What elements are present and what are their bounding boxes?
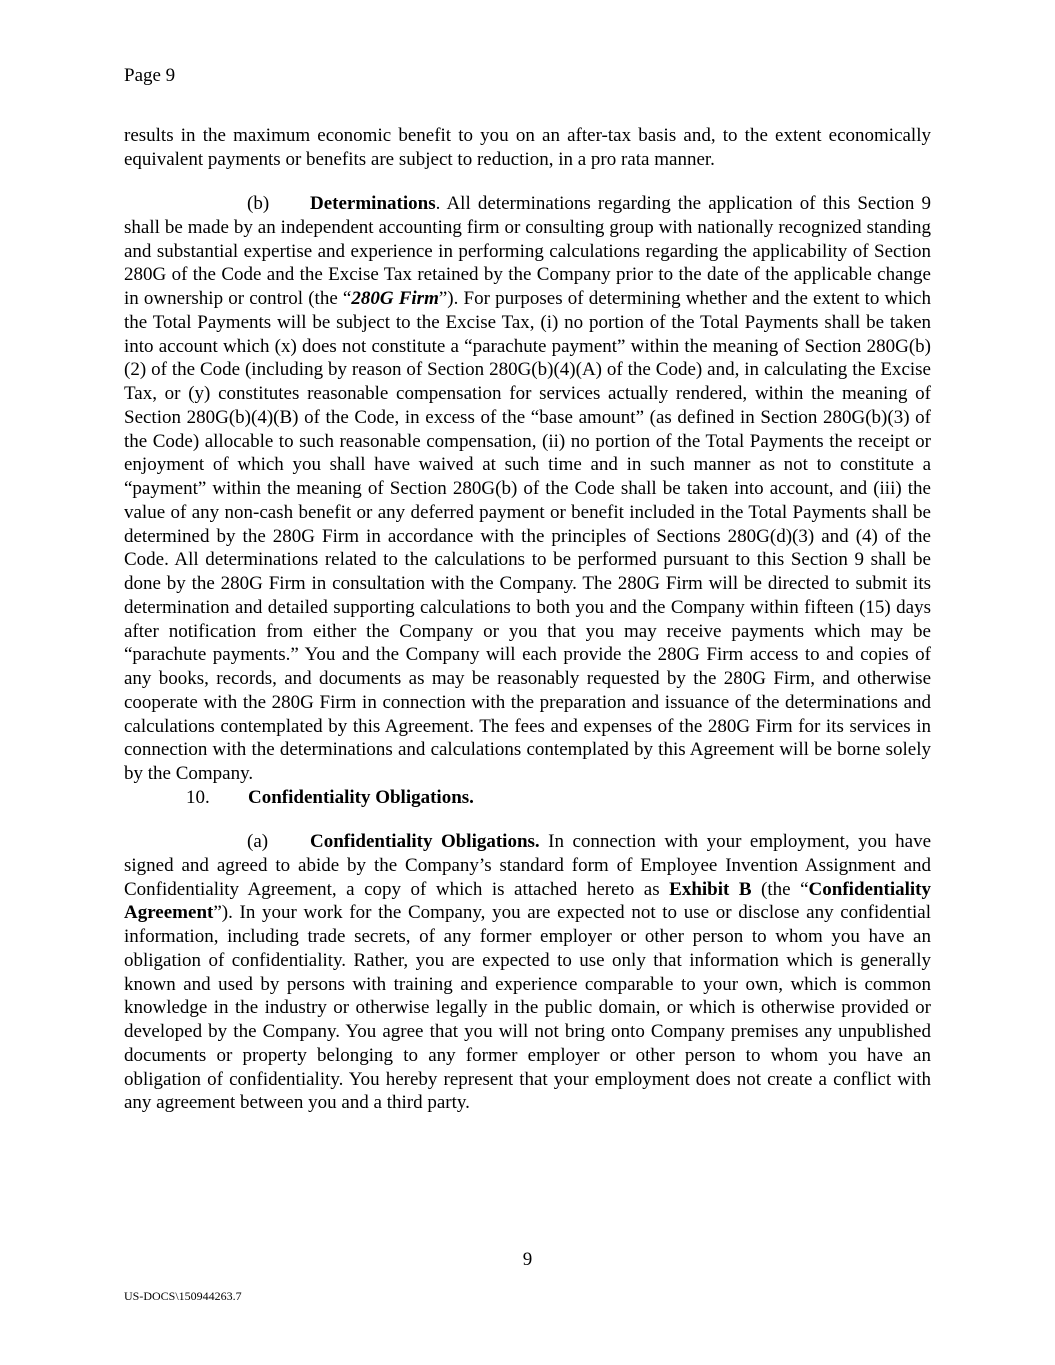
document-body [124,124,931,1115]
confidentiality-text-2: (the “ [751,878,809,900]
document-id: US-DOCS\150944263.7 [124,1289,242,1303]
determinations-paragraph [124,192,931,786]
subsection-marker-b: (b) [247,193,270,214]
determinations-title: Determinations [310,193,436,214]
exhibit-b-reference: Exhibit B [669,878,752,900]
defined-term-confidentiality-agreement: Confidentiality Agreement [124,878,931,924]
page-label: Page 9 [124,65,176,86]
section-10-number: 10. [186,786,210,808]
confidentiality-text-3: ”). In your work for the Company, you are expected not to use or disclose any confidential information, including trade secrets, of any former employer or other person to whom you have an obligation of confidentiality. Rather, you are expected to use only that information which is generally known and used by persons with training and experience comparable to your own, which is common knowledge in the industry or otherwise legally in the public domain, or which is otherwise provided or developed by the Company. You agree that you will not bring onto Company premises any unpublished documents or property belonging to any former employer or other person to whom you have an obligation of confidentiality. You hereby represent that your employment does not create a conflict with any agreement between you and a third party. [124,902,931,1114]
section-10-title: Confidentiality Obligations. [248,786,474,808]
confidentiality-title: Confidentiality Obligations. [310,831,540,852]
section-10-heading [124,786,931,810]
determinations-text-1: . All determinations regarding the application of this Section 9 shall be made by an independent accounting firm or consulting group with nationally recognized standing and substantial expertise and experience in performing calculations regarding the applicability of Section 280G of the Code and the Excise Tax retained by the Company prior to the date of the applicable change in ownership or control (the “ [124,193,931,309]
continuation-paragraph: results in the maximum economic benefit to you on an after-tax basis and, to the extent economically equivalent payments or benefits are subject to reduction, in a pro rata manner. [124,125,931,170]
defined-term-280g-firm: 280G Firm [351,288,439,309]
confidentiality-paragraph [124,830,931,1115]
subsection-marker-a: (a) [247,831,269,852]
determinations-text-2: ”). For purposes of determining whether and the extent to which the Total Payments will be subject to the Excise Tax, (i) no portion of the Total Payments shall be taken into account which (x) does not constitute a “parachute payment” within the meaning of Section 280G(b)(2) of the Code (including by reason of Section 280G(b)(4)(A) of the Code) and, in calculating the Excise Tax, or (y) constitutes reasonable compensation for services actually rendered, within the meaning of Section 280G(b)(4)(B) of the Code, in excess of the “base amount” (as defined in Section 280G(b)(3) of the Code) allocable to such reasonable compensation, (ii) no portion of the Total Payments the receipt or enjoyment of which you shall have waived at such time and in such manner as not to constitute a “payment” within the meaning of Section 280G(b) of the Code shall be taken into account, and (iii) the value of any non-cash benefit or any deferred payment or benefit included in the Total Payments shall be determined by the 280G Firm in accordance with the principles of Sections 280G(d)(3) and (4) of the Code. All determinations related to the calculations to be performed pursuant to this Section 9 shall be done by the 280G Firm in consultation with the Company. The 280G Firm will be directed to submit its determination and detailed supporting calculations to both you and the Company within fifteen (15) days after notification from either the Company or you that you may receive payments which may be “parachute payments.” You and the Company will each provide the 280G Firm access to and copies of any books, records, and documents as may be reasonably requested by the 280G Firm, and otherwise cooperate with the 280G Firm in connection with the preparation and issuance of the determinations and calculations contemplated by this Agreement. The fees and expenses of the 280G Firm for its services in connection with the determinations and calculations contemplated by this Agreement will be borne solely by the Company. [124,288,931,784]
page-number: 9 [522,1249,533,1270]
confidentiality-text-1: In connection with your employment, you have signed and agreed to abide by the Company’s standard form of Employee Invention Assignment and Confidentiality Agreement, a copy of which is attached hereto as [124,831,932,900]
